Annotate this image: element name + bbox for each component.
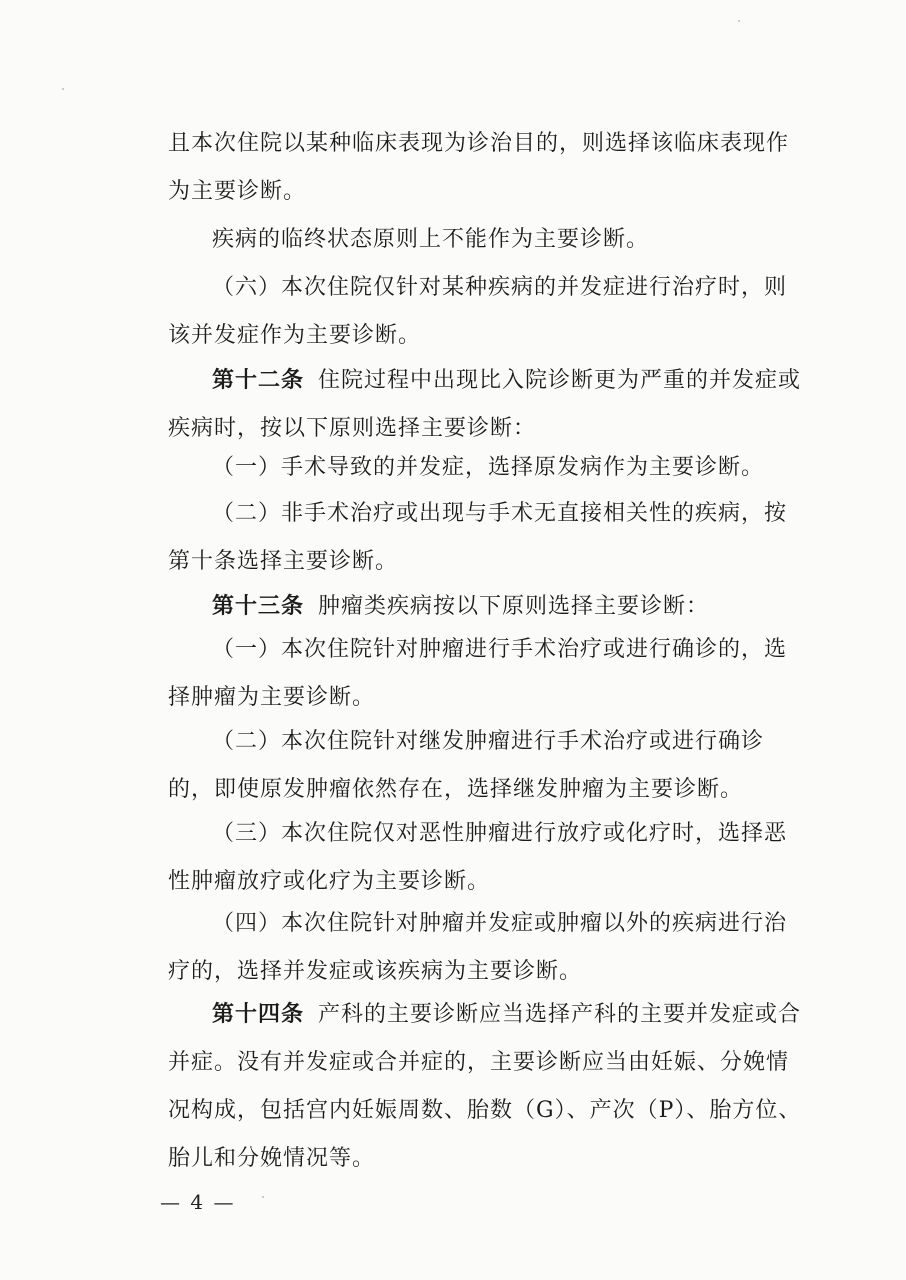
paragraph-text: （三）本次住院仅对恶性肿瘤进行放疗或化疗时，选择恶性肿瘤放疗或化疗为主要诊断。: [168, 821, 788, 894]
article-text: 产科的主要诊断应当选择产科的主要并发症或合并症。没有并发症或合并症的，主要诊断应当由妊娠、分娩情况构成，包括宫内妊娠周数、胎数（G）、产次（P）、胎方位、胎儿和分娩情况等。: [168, 1002, 802, 1171]
paragraph-item-two: [168, 490, 808, 586]
paragraph-continuation: [168, 120, 808, 216]
paragraph-item-six: [168, 264, 808, 360]
paragraph-terminal-state: [168, 216, 808, 264]
paragraph-tumor-four: [168, 900, 808, 996]
paragraph-text: （二）本次住院针对继发肿瘤进行手术治疗或进行确诊的，即使原发肿瘤依然存在，选择继发肿瘤为主要诊断。: [168, 729, 765, 802]
article-heading: 第十四条: [212, 1001, 305, 1027]
article-14: [168, 990, 808, 1183]
article-13: [168, 582, 808, 631]
paragraph-text: 且本次住院以某种临床表现为诊治目的，则选择该临床表现作为主要诊断。: [168, 131, 790, 204]
paragraph-text: （一）本次住院针对肿瘤进行手术治疗或进行确诊的，选择肿瘤为主要诊断。: [168, 637, 788, 710]
paragraph-text: （四）本次住院针对肿瘤并发症或肿瘤以外的疾病进行治疗的，选择并发症或该疾病为主要诊断。: [168, 911, 788, 984]
paragraph-tumor-one: [168, 626, 808, 722]
article-12: [168, 356, 808, 453]
article-text: 肿瘤类疾病按以下原则选择主要诊断：: [318, 594, 710, 619]
scan-speck: [262, 1196, 264, 1198]
paragraph-text: （一）手术导致的并发症，选择原发病作为主要诊断。: [212, 455, 765, 480]
scan-speck: [738, 20, 740, 22]
paragraph-tumor-three: [168, 810, 808, 906]
article-heading: 第十二条: [212, 367, 305, 393]
paragraph-tumor-two: [168, 718, 808, 814]
article-text: 住院过程中出现比入院诊断更为严重的并发症或疾病时，按以下原则选择主要诊断：: [168, 368, 802, 441]
paragraph-text: （六）本次住院仅针对某种疾病的并发症进行治疗时，则该并发症作为主要诊断。: [168, 275, 788, 348]
paragraph-item-one: [168, 444, 808, 492]
paragraph-text: （二）非手术治疗或出现与手术无直接相关性的疾病，按第十条选择主要诊断。: [168, 501, 788, 574]
paragraph-text: 疾病的临终状态原则上不能作为主要诊断。: [212, 227, 650, 252]
page-number: — 4 —: [160, 1190, 236, 1214]
article-heading: 第十三条: [212, 593, 305, 619]
scan-speck: [62, 88, 64, 90]
